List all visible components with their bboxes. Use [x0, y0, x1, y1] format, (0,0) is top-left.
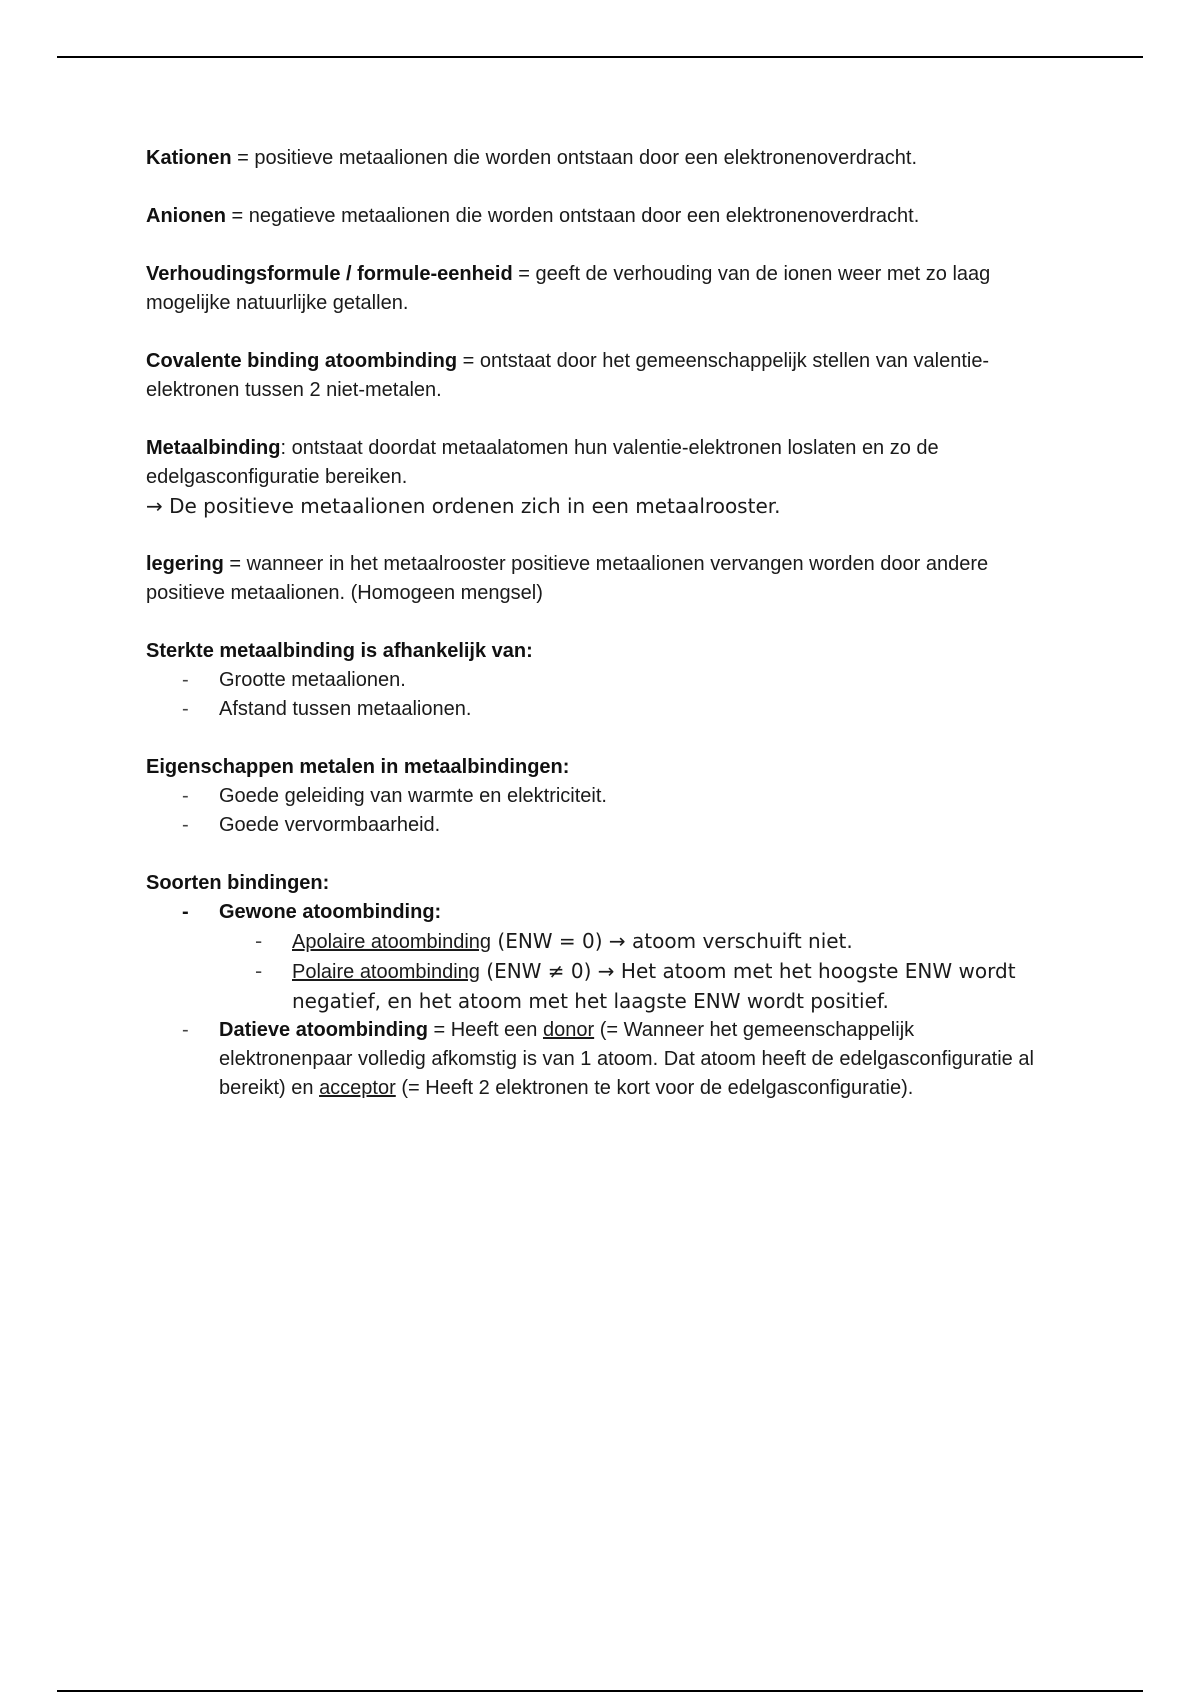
strength-heading: [146, 637, 1046, 666]
definition-text: = ontstaat door het gemeenschappelijk stellen van valentie-elektronen tussen 2 niet-metalen.: [146, 350, 990, 401]
heading-text: Eigenschappen metalen in metaalbindingen:: [146, 756, 570, 778]
definition-anionen: [146, 202, 1046, 231]
term: legering: [146, 553, 224, 575]
list-item-polair: [219, 957, 1046, 1016]
footer-rule: [57, 1690, 1143, 1692]
definition-text: = negatieve metaalionen die worden ontstaan door een elektronenoverdracht.: [226, 205, 920, 227]
definition-kationen: [146, 144, 1046, 173]
gewone-label: Gewone atoombinding:: [219, 901, 442, 923]
heading-text: Soorten bindingen:: [146, 872, 330, 894]
list-item-datieve-atoombinding: [146, 1016, 1046, 1103]
definition-verhoudingsformule: [146, 260, 1046, 318]
definition-covalente-binding: [146, 347, 1046, 405]
list-item: - Goede vervormbaarheid.: [146, 811, 1046, 840]
definition-text: : ontstaat doordat metaalatomen hun valentie-elektronen loslaten en zo de edelgasconfiguratie bereiken.: [146, 437, 939, 488]
datieve-label: Datieve atoombinding: [219, 1019, 428, 1041]
list-item-gewone-atoombinding: [146, 898, 1046, 1016]
item-text: (= Wanneer het gemeenschappelijk elektronenpaar volledig afkomstig is van 1 atoom. Dat atoom heeft de edelgasconfiguratie al bereikt) en: [219, 1019, 1034, 1099]
term: Kationen: [146, 147, 232, 169]
term: Anionen: [146, 205, 226, 227]
list-item: - Goede geleiding van warmte en elektriciteit.: [146, 782, 1046, 811]
list-item: - Grootte metaalionen.: [146, 666, 1046, 695]
item-text: = Heeft een: [427, 1019, 543, 1041]
item-text: (= Heeft 2 elektronen te kort voor de edelgasconfiguratie).: [395, 1077, 914, 1099]
acceptor-term: acceptor: [319, 1077, 396, 1099]
types-heading: [146, 869, 1046, 898]
definition-text: = wanneer in het metaalrooster positieve metaalionen vervangen worden door andere positieve metaalionen. (Homogeen mengsel): [146, 553, 989, 604]
metaalbinding-arrow-line: → De positieve metaalionen ordenen zich in een metaalrooster.: [146, 494, 781, 518]
term: Polaire atoombinding: [292, 961, 480, 983]
donor-term: donor: [542, 1019, 595, 1041]
term: Verhoudingsformule / formule-eenheid: [146, 263, 513, 285]
definition-text: = geeft de verhouding van de ionen weer met zo laag mogelijke natuurlijke getallen.: [146, 263, 991, 314]
properties-list: [146, 782, 1046, 840]
term: Apolaire atoombinding: [292, 931, 492, 953]
term: Metaalbinding: [146, 437, 281, 459]
properties-heading: [146, 753, 1046, 782]
list-item-apolair: [219, 927, 1046, 957]
item-text: (ENW ≠ 0) → Het atoom met het hoogste ENW wordt negatief, en het atoom met het laagste ENW wordt positief.: [292, 959, 1016, 1013]
strength-list: [146, 666, 1046, 724]
types-list: [146, 898, 1046, 1103]
term: Covalente binding atoombinding: [146, 350, 458, 372]
list-item: - Afstand tussen metaalionen.: [146, 695, 1046, 724]
document-body: [146, 144, 1046, 1132]
item-text: (ENW = 0) → atoom verschuift niet.: [491, 929, 853, 953]
gewone-sublist: [219, 927, 1046, 1016]
definition-text: = positieve metaalionen die worden ontstaan door een elektronenoverdracht.: [231, 147, 918, 169]
heading-text: Sterkte metaalbinding is afhankelijk van:: [146, 640, 533, 662]
definition-legering: [146, 550, 1046, 608]
header-rule: [57, 56, 1143, 58]
definition-metaalbinding: [146, 434, 1046, 492]
